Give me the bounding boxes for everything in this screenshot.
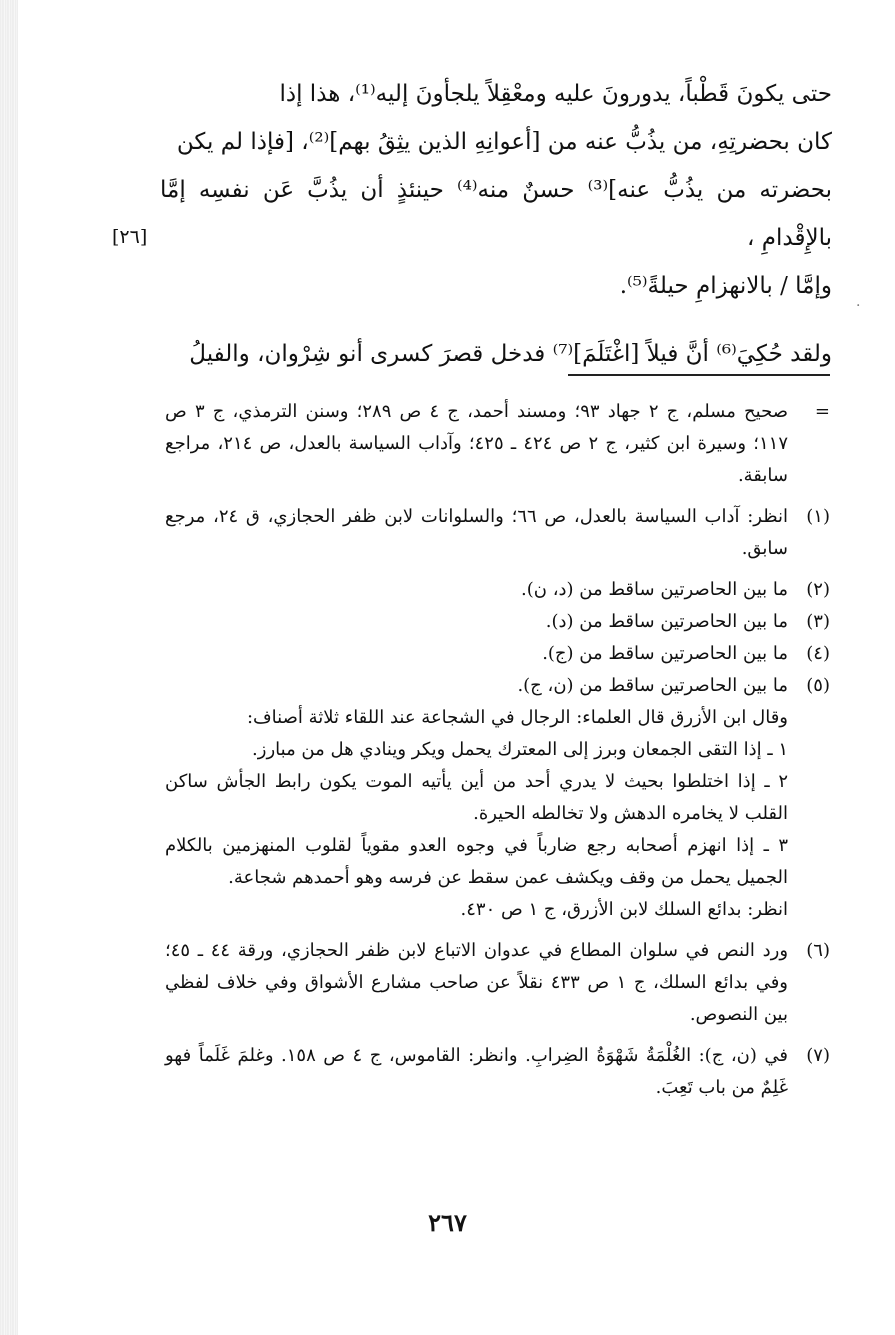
margin-dot: ·: [856, 298, 861, 314]
body-line-3: بحضرته من يذُبُّ عنه]⁽³⁾ حسنٌ منه⁽⁴⁾ حينئذٍ أن يذُبَّ عَن نفسِه إمَّا بالإِقْدامِ ،: [160, 177, 832, 251]
footnote-text: في (ن، ج): الغُلْمَةُ شَهْوَةُ الضِرابِ. وانظر: القاموس، ج ٤ ص ١٥٨. وغلمَ غَلَماً فهو غَلِمٌ من باب تَعِبَ.: [165, 1045, 788, 1098]
footnote-mark: (٣): [806, 611, 830, 632]
footnote-text: ما بين الحاصرتين ساقط من (د).: [545, 611, 788, 632]
footnote-text: ما بين الحاصرتين ساقط من (ن، ج).: [517, 675, 788, 696]
footnote-2: [165, 574, 830, 606]
footnote-6: [165, 935, 830, 1031]
footnote-mark: (١): [806, 506, 830, 527]
scan-edge-shadow: [0, 0, 18, 1335]
footnotes: [165, 396, 830, 1104]
body-line-2: كان بحضرتِهِ، من يذُبُّ عنه من [أعوانِهِ الذين يثِقُ بهم]⁽²⁾، [فإذا لم يكن: [176, 129, 832, 155]
footnote-3: [165, 606, 830, 638]
footnote-mark: (٢): [806, 579, 830, 600]
footnote-5-item-1: ١ ـ إذا التقى الجمعان وبرز إلى المعترك يحمل ويكر وينادي هل من مبارز.: [252, 739, 788, 760]
footnote-5-item-2: ٢ ـ إذا اختلطوا بحيث لا يدري أحد من أين يأتيه الموت يكون رابط الجأش ساكن القلب لا يخامره الدهش ولا تخالطه الحيرة.: [165, 771, 788, 824]
footnote-5-item-3: ٣ ـ إذا انهزم أصحابه رجع ضارباً في وجوه العدو مقوياً لقلوب المنهزمين بالكلام الجميل يحمل من وقف ويكشف عمن سقط عن فرسه وهو أحمدهم شجاعة.: [165, 835, 788, 888]
footnote-5: [165, 670, 830, 702]
footnote-5-intro: وقال ابن الأزرق قال العلماء: الرجال في الشجاعة عند اللقاء ثلاثة أصناف:: [246, 707, 788, 728]
footnote-text: ورد النص في سلوان المطاع في عدوان الاتباع لابن ظفر الحجازي، ورقة ٤٤ ـ ٤٥؛ وفي بدائع السلك، ج ١ ص ٤٣٣ نقلاً عن صاحب مشارع الأشواق وفي خلاف لفظي بين النصوص.: [165, 940, 789, 1025]
footnote-mark: =: [814, 401, 830, 422]
footnote-4: [165, 638, 830, 670]
footnote-text: ما بين الحاصرتين ساقط من (ج).: [542, 643, 788, 664]
footnote-text: ما بين الحاصرتين ساقط من (د، ن).: [521, 579, 788, 600]
footnote-mark: (٧): [806, 1045, 830, 1066]
footnote-separator: [568, 374, 830, 376]
manuscript-folio-marker: [٢٦]: [112, 226, 148, 248]
footnote-text: صحيح مسلم، ج ٢ جهاد ٩٣؛ ومسند أحمد، ج ٤ ص ٢٨٩؛ وسنن الترمذي، ج ٣ ص ١١٧؛ وسيرة ابن كثير، ج ٢ ص ٤٢٤ ـ ٤٢٥؛ وآداب السياسة بالعدل، ص ٢١٤، مراجع سابقة.: [165, 401, 789, 486]
footnote-mark: (٦): [806, 940, 830, 961]
main-text: [160, 70, 832, 378]
footnote-mark: (٤): [806, 643, 830, 664]
footnote-text: انظر: آداب السياسة بالعدل، ص ٦٦؛ والسلوانات لابن ظفر الحجازي، ق ٢٤، مرجع سابق.: [165, 506, 789, 559]
footnote-mark: (٥): [806, 675, 830, 696]
page-number: ٢٦٧: [428, 1208, 467, 1237]
body-paragraph-2: ولقد حُكِيَ⁽⁶⁾ أنَّ فيلاً [اغْتَلَمَ]⁽⁷⁾ فدخل قصرَ كسرى أنو شِرْوان، والفيلُ: [189, 341, 832, 367]
footnote-7: [165, 1040, 830, 1104]
footnote-1: [165, 501, 830, 565]
footnote-continuation: [165, 396, 830, 492]
footnote-5-reference: انظر: بدائع السلك لابن الأزرق، ج ١ ص ٤٣٠.: [460, 899, 788, 920]
body-line-4: وإمَّا / بالانهزامِ حيلةً⁽⁵⁾.: [619, 273, 832, 299]
body-line-1: حتى يكونَ قَطْباً، يدورونَ عليه ومعْقِلاً يلجأونَ إليه⁽¹⁾، هذا إذا: [279, 81, 832, 107]
